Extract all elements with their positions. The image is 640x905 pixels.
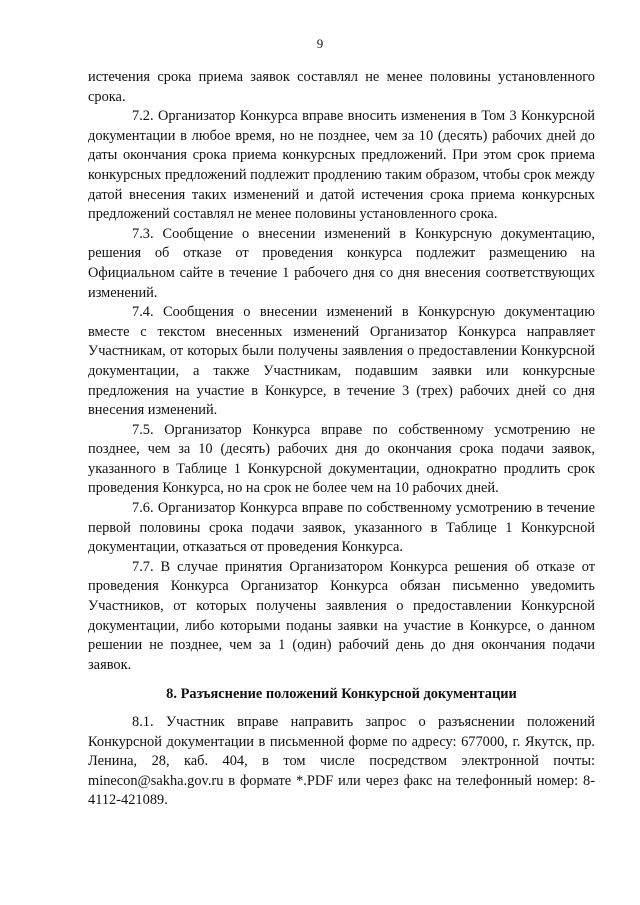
paragraph-7-7: 7.7. В случае принятия Организатором Конкурса решения об отказе от проведения Конкурса Организатор Конкурса обязан письменно уведомить Участников, от которых получены заявления о предоставлении Конкурсной документации, либо которыми поданы заявки на участие в Конкурсе, о данном решении не позднее, чем за 1 (один) рабочий день до дня окончания подачи заявок.	[88, 558, 595, 673]
section-heading-8: 8. Разъяснение положений Конкурсной документации	[166, 686, 517, 703]
document-body	[88, 68, 595, 811]
paragraph-7-3: 7.3. Сообщение о внесении изменений в Конкурсную документацию, решения об отказе от проведения конкурса подлежит размещению на Официальном сайте в течение 1 рабочего дня со дня внесения соответствующих изменений.	[88, 225, 595, 301]
paragraph-7-6: 7.6. Организатор Конкурса вправе по собственному усмотрению в течение первой половины срока подачи заявок, указанного в Таблице 1 Конкурсной документации, отказаться от проведения Конкурса.	[88, 500, 595, 556]
paragraph-continuation: истечения срока приема заявок составлял не менее половины установленного срока.	[88, 69, 595, 105]
paragraph-8-1: 8.1. Участник вправе направить запрос о разъяснении положений Конкурсной документации в письменной форме по адресу: 677000, г. Якутск, пр. Ленина, 28, каб. 404, в том числе посредством электронной почты: minecon@sakha.gov.ru в формате *.PDF или через факс на телефонный номер: 8-4112-421089.	[88, 714, 595, 809]
paragraph-7-5: 7.5. Организатор Конкурса вправе по собственному усмотрению не позднее, чем за 10 (десять) рабочих дня до окончания срока подачи заявок, указанного в Таблице 1 Конкурсной документации, однократно продлить срок проведения Конкурса, но на срок не более чем на 10 рабочих дней.	[88, 421, 595, 497]
paragraph-7-2: 7.2. Организатор Конкурса вправе вносить изменения в Том 3 Конкурсной документации в любое время, но не позднее, чем за 10 (десять) рабочих дней до даты окончания срока приема конкурсных предложений. При этом срок приема конкурсных предложений подлежит продлению таким образом, чтобы срок между датой внесения таких изменений и датой истечения срока приема конкурсных предложений составлял не менее половины установленного срока.	[88, 108, 595, 223]
page-number: 9	[316, 36, 324, 51]
paragraph-7-4: 7.4. Сообщения о внесении изменений в Конкурсную документацию вместе с текстом внесенных изменений Организатор Конкурса направляет Участникам, от которых были получены заявления о предоставлении Конкурсной документации, а также Участникам, подавшим заявки или конкурсные предложения на участие в Конкурсе, в течение 3 (трех) рабочих дней со дня внесения изменений.	[88, 304, 595, 419]
